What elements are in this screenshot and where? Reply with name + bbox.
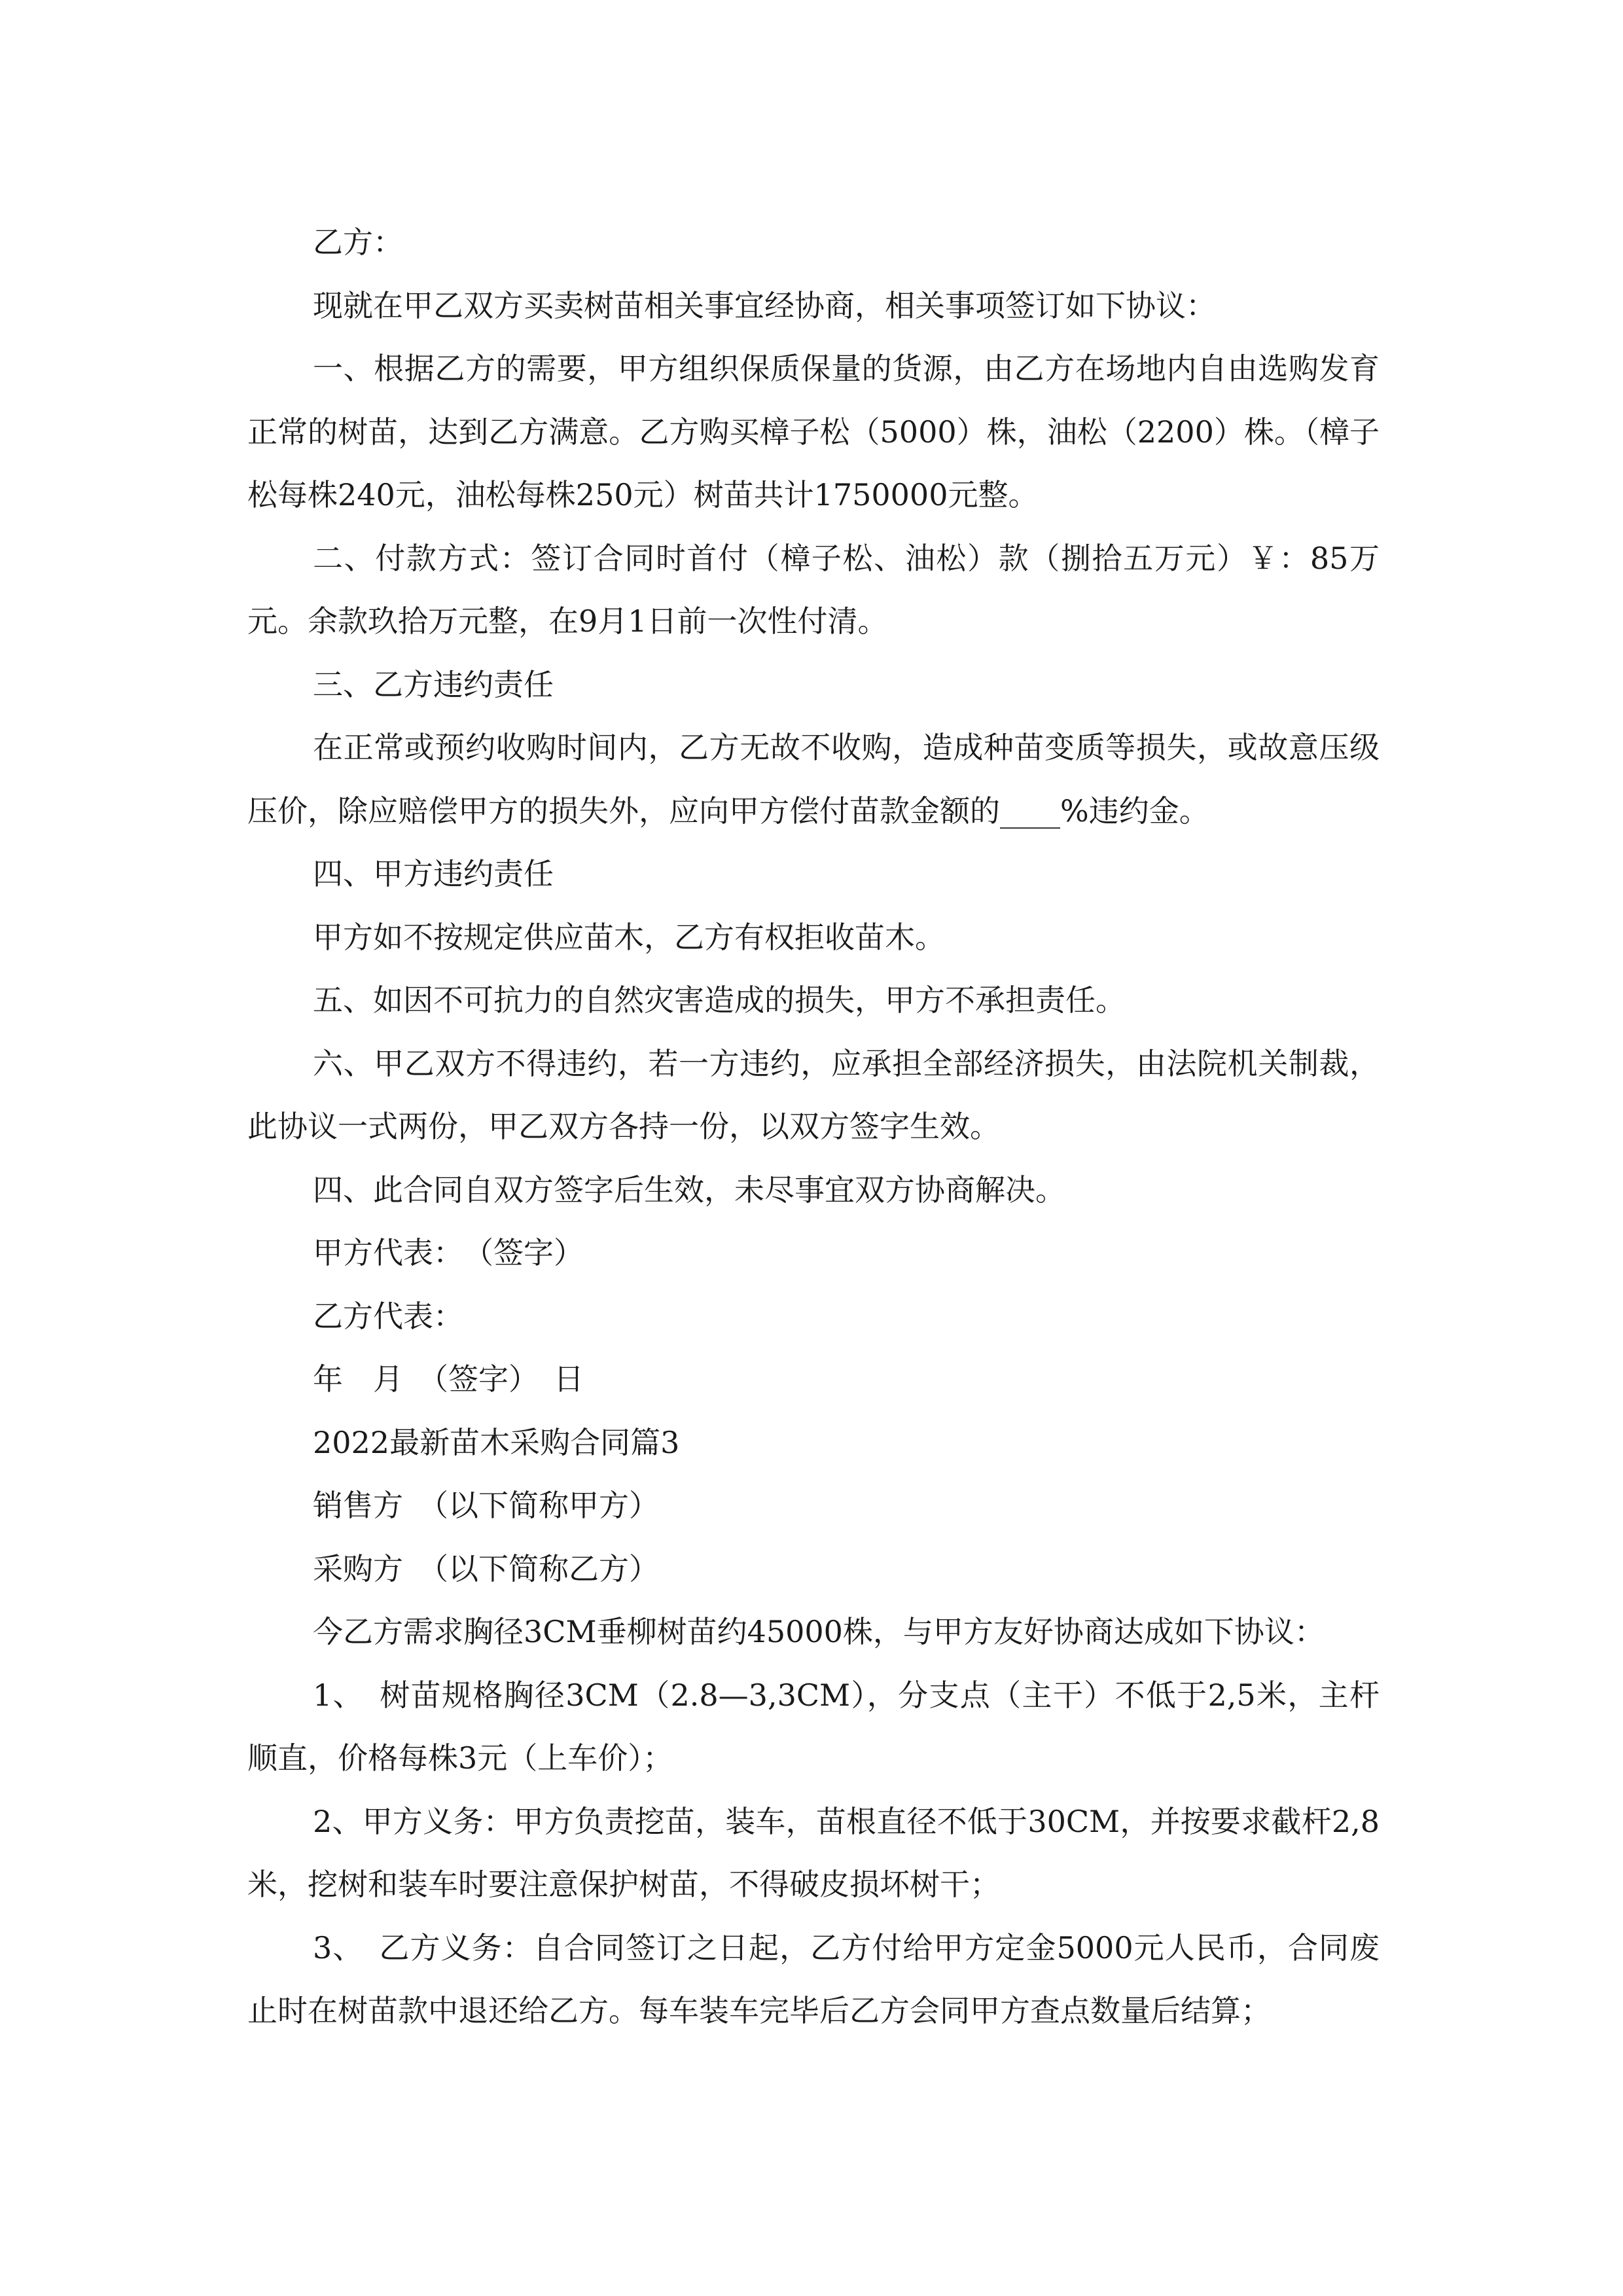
clause-2-payment: 二、付款方式：签订合同时首付（樟子松、油松）款（捌拾五万元）￥：85万元。余款玖拾万元整，在9月1日前一次性付清。 (247, 540, 1380, 639)
clause-4-heading: 四、甲方违约责任 (313, 856, 554, 891)
seller-label: 销售方 （以下简称甲方） (313, 1488, 659, 1523)
agreement-intro: 现就在甲乙双方买卖树苗相关事宜经协商，相关事项签订如下协议： (313, 287, 1216, 323)
clause-1-purchase: 一、根据乙方的需要，甲方组织保质保量的货源，由乙方在场地内自由选购发育正常的树苗，达到乙方满意。乙方购买樟子松（5000）株，油松（2200）株。（樟子松每株240元，油松每株250元）树苗共计1750000元整。 (247, 351, 1380, 512)
document-body (247, 211, 1380, 2043)
signature-date-line: 年 月 （签字） 日 (313, 1361, 584, 1397)
party-b-representative: 乙方代表： (313, 1298, 463, 1334)
contract-intro: 今乙方需求胸径3CM垂柳树苗约45000株，与甲方友好协商达成如下协议： (313, 1614, 1325, 1649)
clause-3-body: 在正常或预约收购时间内，乙方无故不收购，造成种苗变质等损失，或故意压级压价，除应赔偿甲方的损失外，应向甲方偿付苗款金额的____%违约金。 (247, 730, 1380, 829)
item-3-buyer-duties: 3、 乙方义务：自合同签订之日起，乙方付给甲方定金5000元人民币，合同废止时在树苗款中退还给乙方。每车装车完毕后乙方会同甲方查点数量后结算； (247, 1929, 1380, 2028)
clause-3-heading: 三、乙方违约责任 (313, 666, 554, 702)
party-b-label: 乙方： (313, 224, 403, 260)
party-a-representative: 甲方代表： （签字） (313, 1235, 584, 1270)
item-2-seller-duties: 2、甲方义务：甲方负责挖苗，装车，苗根直径不低于30CM，并按要求截杆2,8米，挖树和装车时要注意保护树苗，不得破皮损坏树干； (247, 1803, 1380, 1902)
clause-4-body: 甲方如不按规定供应苗木，乙方有权拒收苗木。 (313, 919, 945, 955)
section-title: 2022最新苗木采购合同篇3 (313, 1424, 680, 1460)
item-1-specification: 1、 树苗规格胸径3CM（2.8—3,3CM），分支点（主干）不低于2,5米，主杆顺直，价格每株3元（上车价）； (247, 1677, 1380, 1776)
clause-effective: 四、此合同自双方签字后生效，未尽事宜双方协商解决。 (313, 1172, 1065, 1208)
buyer-label: 采购方 （以下简称乙方） (313, 1551, 659, 1587)
clause-5-force-majeure: 五、如因不可抗力的自然灾害造成的损失，甲方不承担责任。 (313, 982, 1126, 1018)
clause-6-breach: 六、甲乙双方不得违约，若一方违约，应承担全部经济损失，由法院机关制裁，此协议一式两份，甲乙双方各持一份，以双方签字生效。 (247, 1045, 1380, 1144)
